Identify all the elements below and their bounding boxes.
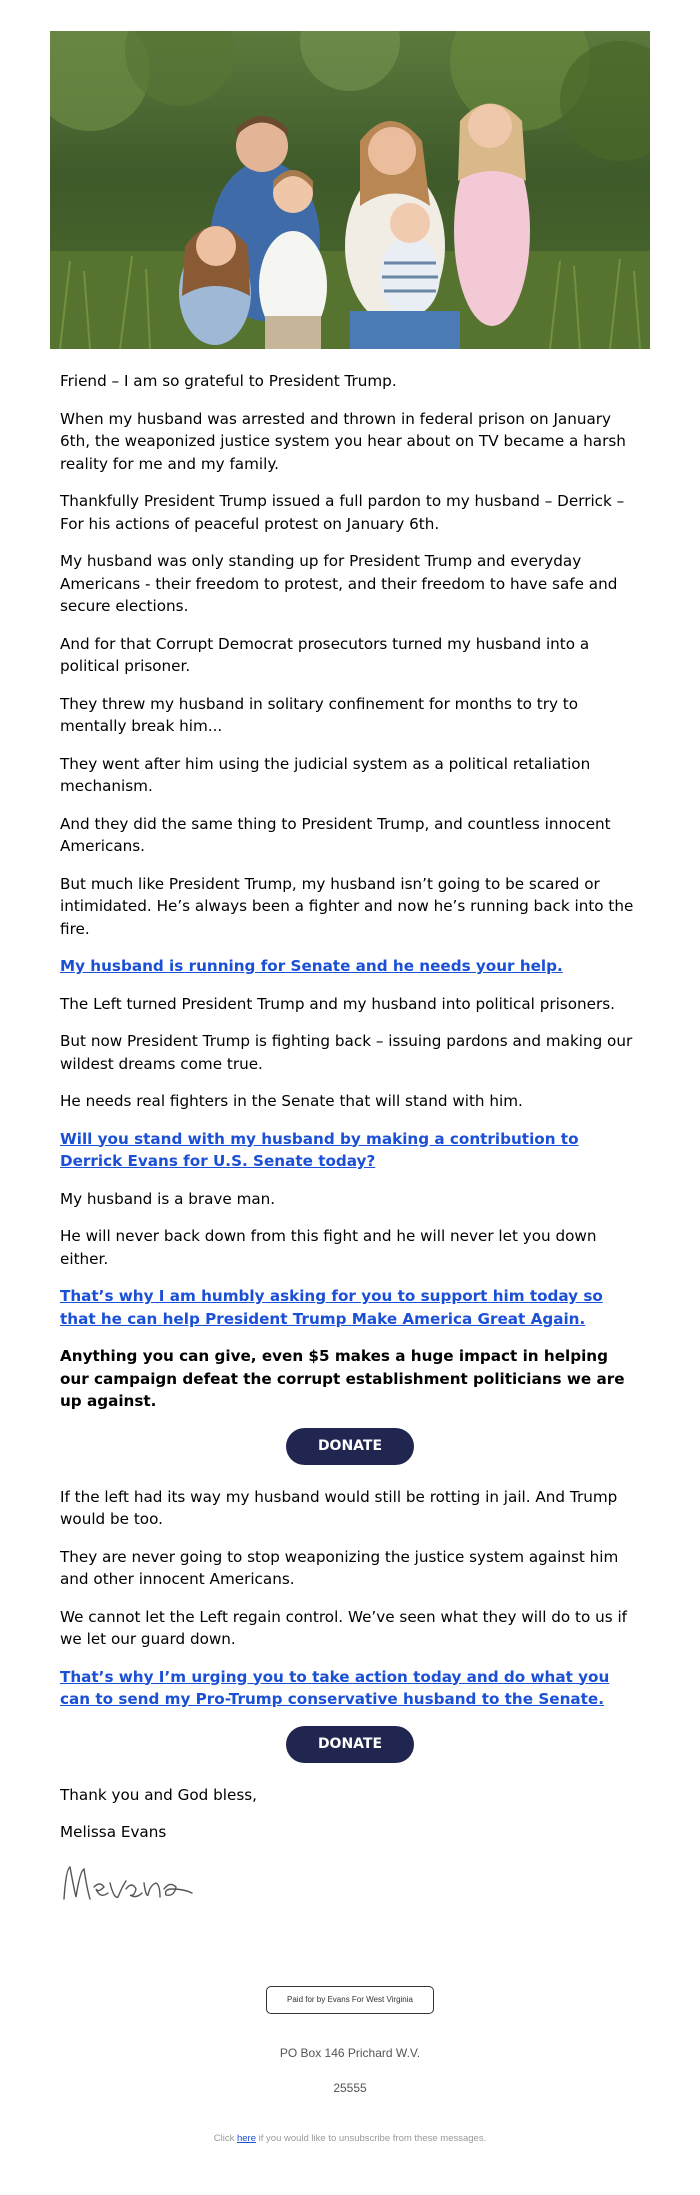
- body-paragraph: If the left had its way my husband would still be rotting in jail. And Trump would be too.: [60, 1487, 618, 1528]
- donate-button[interactable]: DONATE: [286, 1726, 414, 1763]
- senate-help-link[interactable]: My husband is running for Senate and he needs your help.: [60, 957, 563, 975]
- body-paragraph: My husband is a brave man.: [60, 1189, 276, 1208]
- greeting-paragraph: Friend – I am so grateful to President Trump.: [60, 372, 397, 390]
- hero-family-photo: [50, 31, 650, 349]
- body-paragraph: When my husband was arrested and thrown in federal prison on January 6th, the weaponized justice system you hear about on TV became a harsh reality for me and my family.: [60, 409, 626, 473]
- email-body: [60, 370, 640, 1913]
- body-paragraph: And they did the same thing to President Trump, and countless innocent Americans.: [60, 814, 611, 855]
- body-paragraph: But much like President Trump, my husband isn’t going to be scared or intimidated. He’s always been a fighter and now he’s running back into the fire.: [60, 874, 634, 938]
- support-link[interactable]: That’s why I am humbly asking for you to support him today so that he can help President Trump Make America Great Again.: [60, 1287, 603, 1328]
- body-paragraph: We cannot let the Left regain control. We’ve seen what they will do to us if we let our guard down.: [60, 1607, 628, 1648]
- body-paragraph: They went after him using the judicial system as a political retaliation mechanism.: [60, 754, 591, 795]
- body-paragraph: The Left turned President Trump and my husband into political prisoners.: [60, 994, 615, 1013]
- closing-text: Thank you and God bless,: [60, 1785, 257, 1804]
- family-photo-illustration: [50, 31, 650, 349]
- unsubscribe-line: [0, 2133, 700, 2144]
- handwritten-signature: [60, 1859, 640, 1913]
- unsubscribe-suffix: if you would like to unsubscribe from these messages.: [258, 2133, 487, 2144]
- body-paragraph: But now President Trump is fighting back – issuing pardons and making our wildest dreams come true.: [60, 1032, 633, 1073]
- signer-name: Melissa Evans: [60, 1823, 167, 1841]
- donate-button[interactable]: DONATE: [286, 1428, 414, 1465]
- footer-zip: 25555: [333, 2081, 367, 2095]
- unsubscribe-prefix: Click: [213, 2133, 235, 2144]
- body-paragraph: Thankfully President Trump issued a full pardon to my husband – Derrick – For his actions of peaceful protest on January 6th.: [60, 492, 625, 533]
- body-paragraph: They are never going to stop weaponizing the justice system against him and other innocent Americans.: [60, 1547, 619, 1588]
- take-action-link[interactable]: That’s why I’m urging you to take action today and do what you can to send my Pro-Trump conservative husband to the Senate.: [60, 1667, 610, 1708]
- body-paragraph: My husband was only standing up for President Trump and everyday Americans - their freedom to protest, and their freedom to have safe and secure elections.: [60, 552, 618, 615]
- body-paragraph: He needs real fighters in the Senate that will stand with him.: [60, 1092, 523, 1110]
- body-paragraph: And for that Corrupt Democrat prosecutors turned my husband into a political prisoner.: [60, 634, 590, 675]
- unsubscribe-link[interactable]: here: [236, 2133, 256, 2144]
- contribution-link[interactable]: Will you stand with my husband by making a contribution to Derrick Evans for U.S. Senate today?: [60, 1129, 579, 1170]
- paid-for-box: Paid for by Evans For West Virginia: [266, 1986, 434, 2014]
- body-paragraph: They threw my husband in solitary confinement for months to try to mentally break him...: [60, 694, 579, 735]
- body-paragraph: He will never back down from this fight and he will never let you down either.: [60, 1227, 597, 1268]
- highlight-paragraph: Anything you can give, even $5 makes a huge impact in helping our campaign defeat the corrupt establishment politicians we are up against.: [60, 1347, 625, 1410]
- footer-address: PO Box 146 Prichard W.V.: [279, 2046, 421, 2060]
